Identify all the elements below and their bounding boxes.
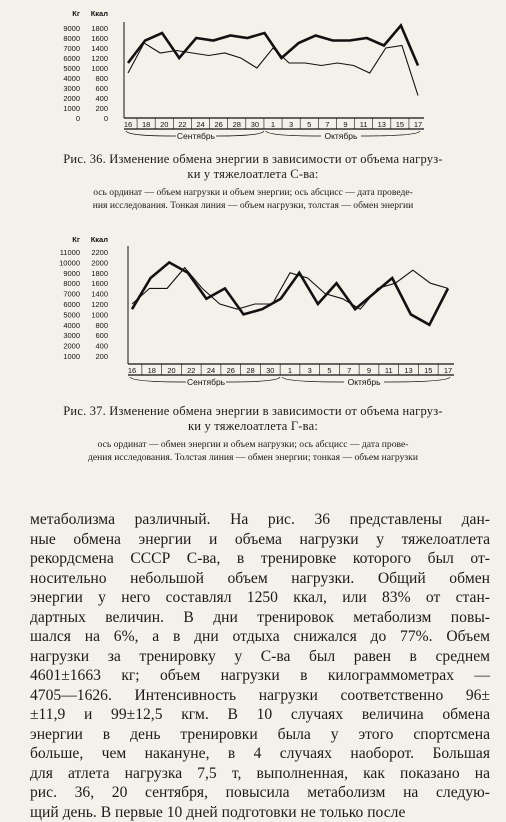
y-axis-right-title: Ккал (91, 9, 109, 18)
x-tick-label: 13 (378, 120, 386, 129)
y-tick-label-left: 5000 (63, 310, 80, 319)
y-tick-label-right: 1600 (91, 279, 108, 288)
figure-36-description (0, 186, 506, 212)
body-line: больше, чем накануне, в 4 случаях наоборот. Большая (30, 744, 490, 764)
x-tick-label: 22 (187, 366, 195, 375)
figure-37-caption-line2: ки у тяжелоатлета Г-ва: (188, 419, 318, 433)
x-tick-label: 7 (347, 366, 351, 375)
series-line-thick (132, 262, 448, 324)
x-tick-label: 18 (148, 366, 156, 375)
body-line: ±11,9 и 99±12,5 кгм. В 10 случаях величина обмена (30, 705, 490, 725)
x-tick-label: 17 (444, 366, 452, 375)
figure-36-chart (0, 0, 506, 150)
x-tick-label: 5 (327, 366, 331, 375)
y-tick-label-left: 7000 (63, 290, 80, 299)
body-line: носительно небольшой объем нагрузки. Общий обмен (30, 569, 490, 589)
figure-37-chart (0, 228, 506, 398)
x-tick-label: 28 (246, 366, 254, 375)
month-label-september: Сентябрь (177, 131, 216, 141)
x-tick-label: 30 (266, 366, 274, 375)
x-tick-label: 11 (360, 120, 368, 129)
x-tick-label: 3 (308, 366, 312, 375)
y-tick-label-right: 200 (95, 104, 108, 113)
figure-36-caption-line2: ки у тяжелоатлета С-ва: (187, 167, 318, 181)
x-tick-label: 15 (424, 366, 432, 375)
y-tick-label-left: 6000 (63, 300, 80, 309)
x-tick-label: 13 (404, 366, 412, 375)
y-tick-label-left: 9000 (63, 269, 80, 278)
y-axis-right-title: Ккал (91, 235, 109, 244)
body-line: 4601±1663 кг; объем нагрузки в килограммометрах — (30, 666, 490, 686)
body-line: щий день. В первые 10 дней подготовки не только после (30, 803, 490, 822)
body-line: нагрузки за тренировку у С-ва был равен в среднем (30, 647, 490, 667)
x-tick-label: 26 (227, 366, 235, 375)
y-tick-label-left: 1000 (63, 104, 80, 113)
y-tick-label-right: 800 (95, 321, 108, 330)
x-tick-label: 9 (343, 120, 347, 129)
figure-37-desc-line1: ось ординат — обмен энергии и объем нагрузки; ось абсцисс — дата прове- (98, 439, 409, 450)
body-line: метаболизма различный. На рис. 36 представлены дан- (30, 510, 490, 530)
figure-36-desc-line2: ния исследования. Тонкая линия — объем нагрузки, толстая — обмен энергии (93, 200, 414, 211)
y-tick-label-left: 8000 (63, 34, 80, 43)
x-tick-label: 26 (214, 120, 222, 129)
y-tick-label-right: 1400 (91, 290, 108, 299)
x-tick-label: 20 (167, 366, 175, 375)
y-tick-label-left: 2000 (63, 342, 80, 351)
y-tick-label-left: 2000 (63, 94, 80, 103)
y-tick-label-left: 8000 (63, 279, 80, 288)
x-tick-label: 16 (124, 120, 132, 129)
y-tick-label-left: 1000 (63, 352, 80, 361)
body-line: 4705—1626. Интенсивность нагрузки соответственно 96± (30, 686, 490, 706)
y-tick-label-right: 600 (95, 331, 108, 340)
x-tick-label: 15 (396, 120, 404, 129)
figure-37-caption (0, 404, 506, 434)
y-tick-label-right: 600 (95, 84, 108, 93)
series-line-thick (128, 26, 418, 66)
figure-36-desc-line1: ось ординат — объем нагрузки и объем энергии; ось абсцисс — дата проведе- (93, 187, 413, 198)
figure-36 (0, 0, 506, 220)
figure-37-description (0, 438, 506, 464)
x-tick-label: 11 (385, 366, 393, 375)
y-tick-label-left: 0 (76, 114, 80, 123)
x-tick-label: 1 (288, 366, 292, 375)
x-tick-label: 24 (207, 366, 215, 375)
y-tick-label-left: 6000 (63, 54, 80, 63)
figure-37 (0, 228, 506, 468)
x-tick-label: 18 (142, 120, 150, 129)
y-tick-label-right: 1800 (91, 269, 108, 278)
y-tick-label-left: 5000 (63, 64, 80, 73)
body-text (30, 510, 490, 822)
series-line-thin (132, 268, 448, 310)
figure-36-caption (0, 152, 506, 182)
figure-37-caption-line1: Рис. 37. Изменение обмена энергии в зависимости от объема нагруз- (63, 404, 442, 418)
y-tick-label-right: 1600 (91, 34, 108, 43)
body-line: ные обмена энергии и объема нагрузки у тяжелоатлета (30, 530, 490, 550)
x-tick-label: 9 (367, 366, 371, 375)
figure-37-desc-line2: дения исследования. Толстая линия — обмен энергии; тонкая — объем нагрузки (88, 452, 418, 463)
y-tick-label-left: 7000 (63, 44, 80, 53)
y-tick-label-right: 1200 (91, 300, 108, 309)
month-label-october: Октябрь (324, 131, 358, 141)
y-tick-label-right: 1000 (91, 64, 108, 73)
month-label-october: Октябрь (348, 377, 382, 387)
x-tick-label: 28 (233, 120, 241, 129)
body-line: рекордсмена СССР С-ва, в тренировке которого был от- (30, 549, 490, 569)
y-tick-label-left: 9000 (63, 24, 80, 33)
x-tick-label: 3 (289, 120, 293, 129)
y-tick-label-right: 2000 (91, 258, 108, 267)
y-tick-label-right: 200 (95, 352, 108, 361)
x-tick-label: 20 (160, 120, 168, 129)
y-tick-label-right: 1400 (91, 44, 108, 53)
y-axis-left-title: Кг (72, 9, 80, 18)
y-tick-label-left: 4000 (63, 74, 80, 83)
body-line: дартных величин. В дни тренировок метаболизм повы- (30, 608, 490, 628)
y-tick-label-right: 400 (95, 342, 108, 351)
month-label-september: Сентябрь (187, 377, 226, 387)
series-line-thin (128, 43, 418, 96)
body-line: энергии у него составлял 1250 ккал, или 83% от стан- (30, 588, 490, 608)
x-tick-label: 5 (307, 120, 311, 129)
x-tick-label: 30 (251, 120, 259, 129)
y-tick-label-right: 2200 (91, 248, 108, 257)
body-line: энергии в день тренировки была у этого спортсмена (30, 725, 490, 745)
x-tick-label: 1 (271, 120, 275, 129)
y-tick-label-left: 11000 (60, 248, 80, 257)
x-tick-label: 24 (196, 120, 204, 129)
body-line: шался на 6%, а в дни отдыха снижался до 77%. Объем (30, 627, 490, 647)
y-tick-label-left: 10000 (59, 258, 80, 267)
body-line: рис. 36, 20 сентября, повысила метаболизм на следую- (30, 783, 490, 803)
y-tick-label-left: 4000 (63, 321, 80, 330)
x-tick-label: 17 (414, 120, 422, 129)
y-tick-label-right: 800 (95, 74, 108, 83)
y-tick-label-right: 400 (95, 94, 108, 103)
body-line: для атлета нагрузка 7,5 т, выполненная, как показано на (30, 764, 490, 784)
y-tick-label-right: 1200 (91, 54, 108, 63)
x-tick-label: 16 (128, 366, 136, 375)
y-tick-label-left: 3000 (63, 331, 80, 340)
x-tick-label: 7 (325, 120, 329, 129)
x-tick-label: 22 (178, 120, 186, 129)
y-tick-label-right: 1800 (91, 24, 108, 33)
y-axis-left-title: Кг (72, 235, 80, 244)
y-tick-label-right: 1000 (91, 310, 108, 319)
y-tick-label-left: 3000 (63, 84, 80, 93)
figure-36-caption-line1: Рис. 36. Изменение обмена энергии в зависимости от объема нагруз- (63, 152, 442, 166)
y-tick-label-right: 0 (104, 114, 108, 123)
